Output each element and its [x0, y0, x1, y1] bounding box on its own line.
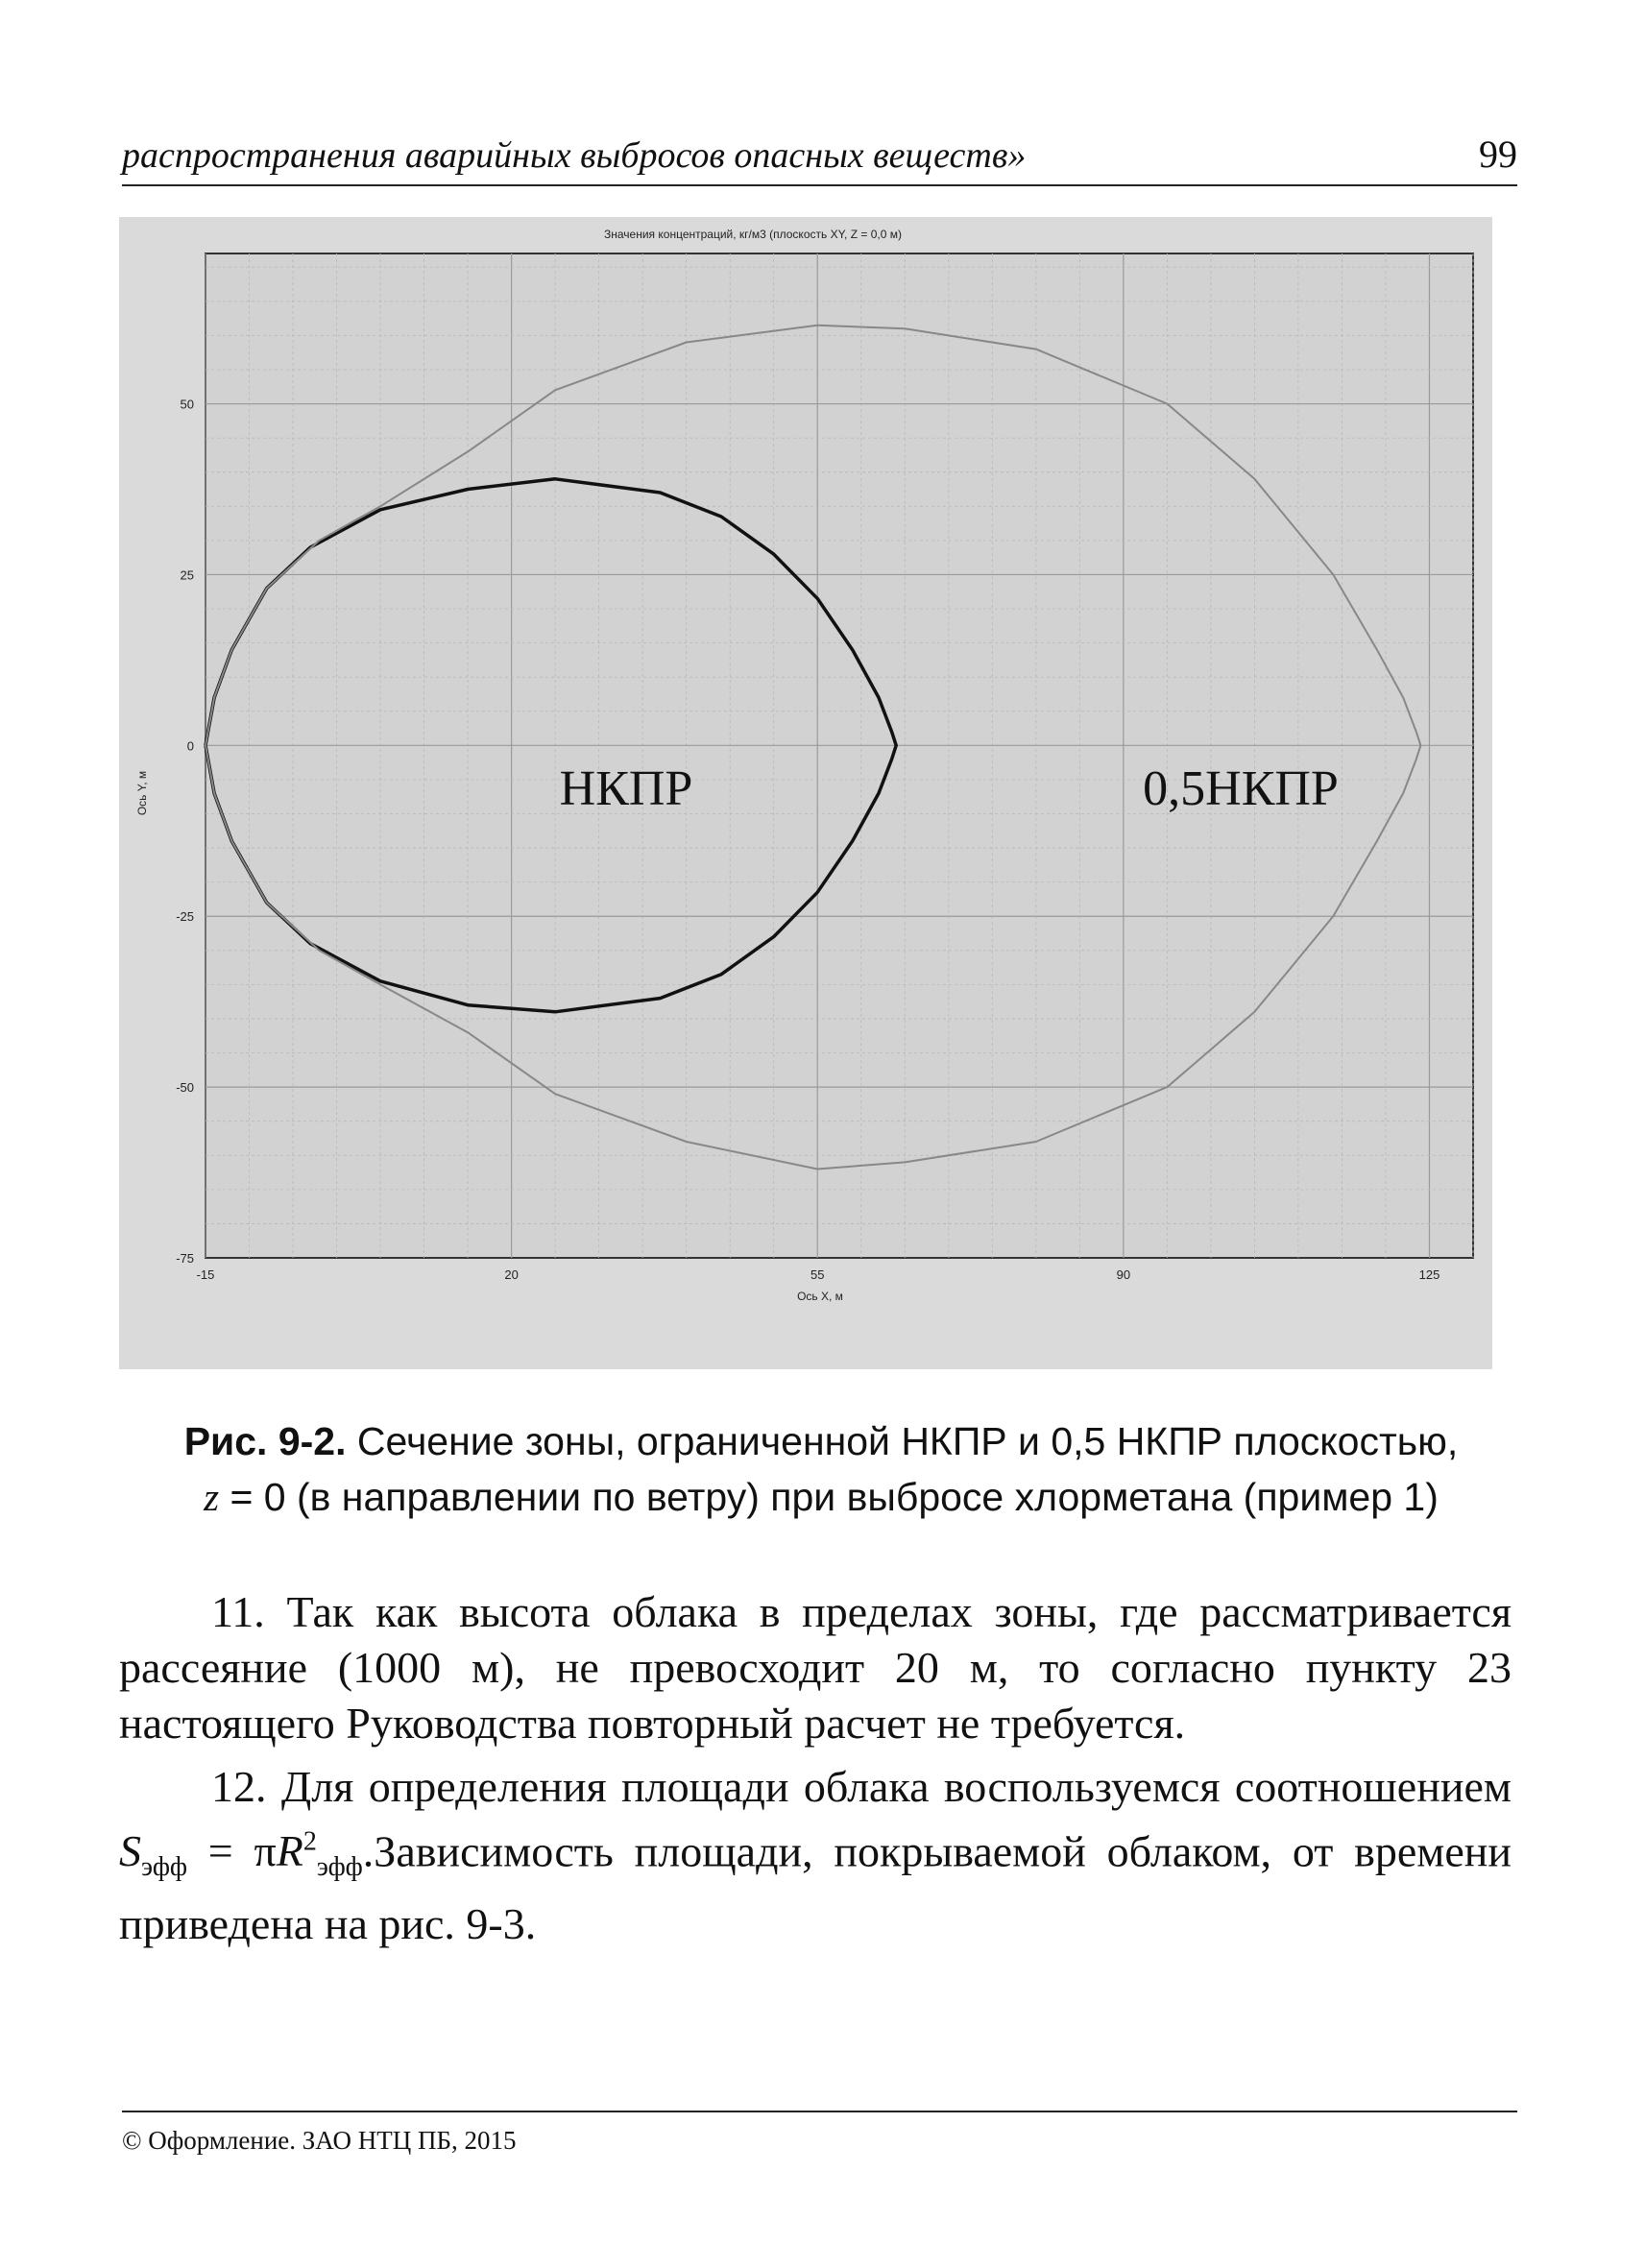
y-tick-label: 0 [186, 738, 194, 754]
x-tick-label: 20 [504, 1267, 519, 1282]
formula-equals-pi: = π [186, 1826, 277, 1876]
footer-copyright: © Оформление. ЗАО НТЦ ПБ, 2015 [122, 2126, 517, 2155]
concentration-chart [119, 217, 1492, 1369]
caption-text-2: = 0 (в направлении по ветру) при выбросе хлорметана (пример 1) [219, 1475, 1439, 1519]
chart-title: Значения концентраций, кг/м3 (плоскость XY, Z = 0,0 м) [604, 228, 902, 241]
y-tick-label: 50 [180, 397, 194, 412]
annotation-nkpr: НКПР [559, 761, 693, 816]
y-tick-label: 25 [180, 567, 194, 583]
x-axis-label: Ось X, м [797, 1290, 843, 1303]
x-tick-label: 55 [810, 1267, 825, 1282]
paragraph-12-lead: 12. Для определения площади облака воспользуемся соотношением [211, 1762, 1512, 1811]
caption-text-1: Сечение зоны, ограниченной НКПР и 0,5 НКПР плоскостью, [346, 1419, 1459, 1463]
paragraph-11: 11. Так как высота облака в пределах зоны, где рассматривается рассеяние (1000 м), не превосходит 20 м, то согласно пункту 23 настоящего Руководства повторный расчет не требуется. [119, 1587, 1512, 1748]
formula-sub-eff-2: эфф [316, 1852, 363, 1883]
area-formula [119, 1826, 363, 1883]
formula-r: R [276, 1826, 303, 1876]
y-axis-label: Ось Y, м [135, 770, 149, 816]
formula-sup-2: 2 [302, 1827, 317, 1857]
figure-caption [115, 1413, 1527, 1525]
caption-line-2 [115, 1469, 1527, 1525]
formula-s: S [119, 1826, 141, 1876]
figure-9-2 [119, 217, 1492, 1369]
x-tick-label: -15 [196, 1267, 215, 1282]
paragraph-12-tail: .Зависимость площади, покрываемой облаком, от времени приведена на рис. 9-3. [119, 1826, 1512, 1948]
caption-line-1 [115, 1413, 1527, 1469]
caption-z-variable: z [204, 1475, 220, 1519]
x-tick-label: 90 [1116, 1267, 1131, 1282]
y-tick-label: -75 [176, 1251, 194, 1266]
y-tick-label: -50 [176, 1080, 194, 1096]
running-header [122, 134, 1517, 186]
caption-label: Рис. 9-2. [183, 1419, 347, 1463]
y-tick-label: -25 [176, 909, 194, 925]
running-title: распространения аварийных выбросов опасных веществ» [122, 135, 1027, 176]
paragraph-12 [119, 1759, 1512, 1952]
x-tick-label: 125 [1418, 1267, 1440, 1282]
page-number: 99 [1479, 133, 1517, 176]
body-text [119, 1584, 1512, 1952]
footer-rule [122, 2111, 1517, 2112]
formula-sub-eff: эфф [141, 1852, 187, 1883]
annotation-half-nkpr: 0,5НКПР [1143, 761, 1339, 816]
